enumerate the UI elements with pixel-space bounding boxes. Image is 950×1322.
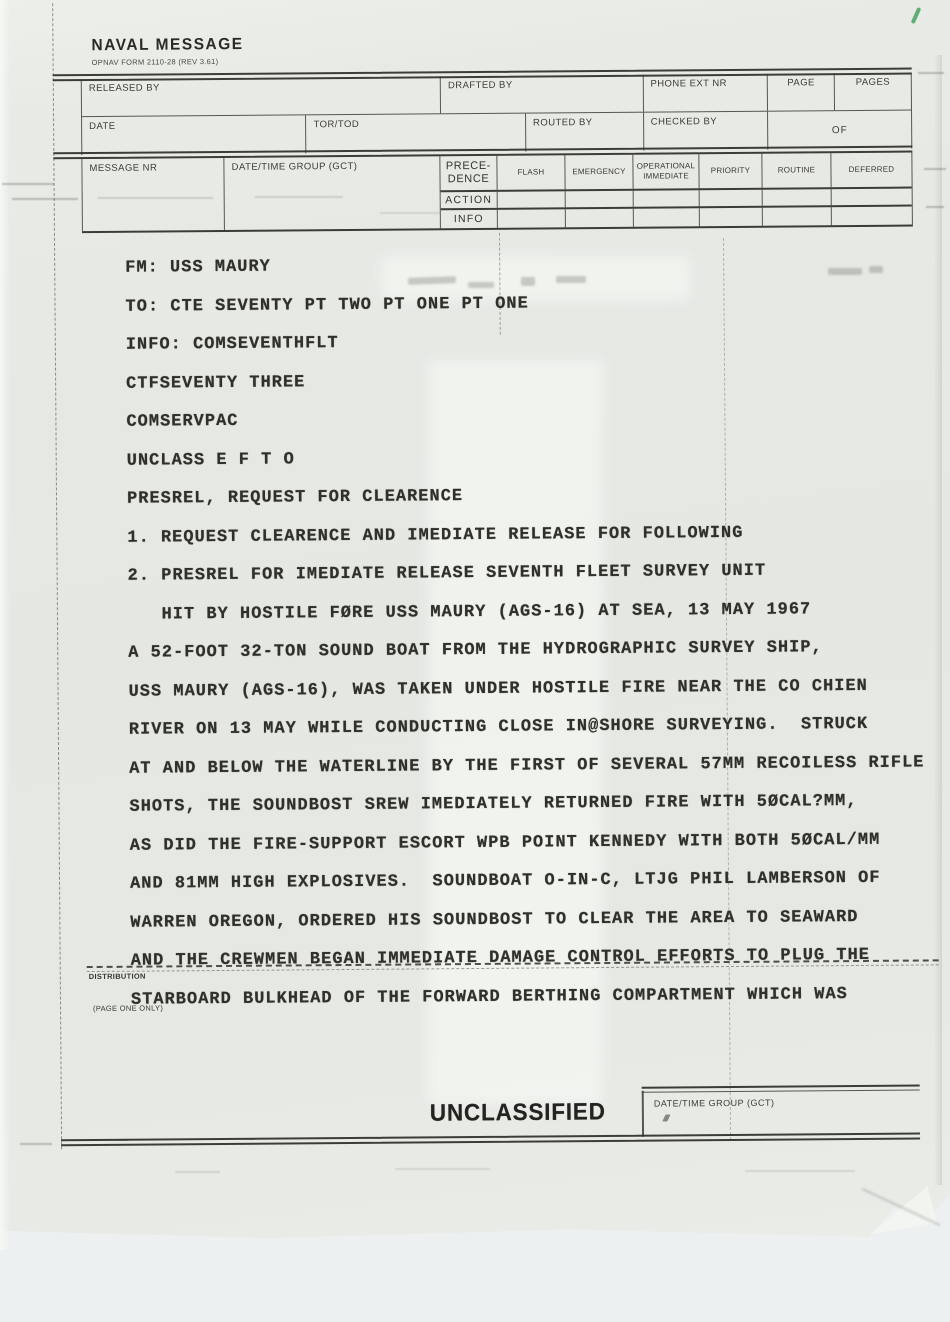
- action-emergency-box: [566, 190, 634, 207]
- message-line: HIT BY HOSTILE FØRE USS MAURY (AGS-16) AT SEA, 13 MAY 1967: [127, 599, 812, 625]
- page-field: [768, 73, 835, 111]
- date-label: DATE: [89, 120, 116, 133]
- distribution-note: (PAGE ONE ONLY): [93, 1003, 164, 1014]
- drafted-by-field: [441, 75, 644, 114]
- date-field: [82, 115, 307, 155]
- message-line: FM: USS MAURY: [125, 257, 271, 278]
- precedence-label-line1: PRECE-: [445, 160, 492, 173]
- action-opimm-box: [634, 190, 700, 207]
- dtg-footer-box: [642, 1089, 920, 1137]
- dtg-footer-label: DATE/TIME GROUP (GCT): [653, 1097, 775, 1109]
- tor-tod-label: TOR/TOD: [313, 118, 360, 131]
- precedence-label-cell: [440, 156, 497, 190]
- message-line: STARBOARD BULKHEAD OF THE FORWARD BERTHING COMPARTMENT WHICH WAS: [130, 984, 848, 1010]
- precedence-table: [81, 153, 913, 234]
- form-left-border: [52, 3, 62, 1149]
- info-emergency-box: [566, 209, 634, 227]
- message-body: [125, 243, 926, 1019]
- action-flash-box: [498, 191, 566, 208]
- released-by-label: RELEASED BY: [88, 82, 160, 95]
- date-time-group-field: [225, 156, 441, 230]
- message-line: AND 81MM HIGH EXPLOSIVES. SOUNDBOAT O-IN-C, LTJG PHIL LAMBERSON OF: [129, 868, 881, 894]
- checked-by-field: [644, 112, 769, 151]
- page-label: PAGE: [787, 77, 815, 89]
- info-label: INFO: [441, 210, 498, 228]
- header-table: [81, 73, 913, 156]
- action-label: ACTION: [441, 191, 498, 208]
- col-priority: PRIORITY: [699, 154, 762, 188]
- pages-field: [835, 73, 911, 111]
- col-emergency: EMERGENCY: [565, 155, 633, 189]
- form-title: NAVAL MESSAGE: [91, 35, 244, 55]
- routed-by-field: [526, 113, 644, 152]
- message-line: TO: CTE SEVENTY PT TWO PT ONE PT ONE: [125, 294, 529, 317]
- info-opimm-box: [634, 208, 700, 226]
- col-operational-immediate: OPERATIONAL IMMEDIATE: [633, 154, 699, 188]
- message-line: 2. PRESREL FOR IMEDIATE RELEASE SEVENTH FLEET SURVEY UNIT: [127, 561, 767, 586]
- message-line: RIVER ON 13 MAY WHILE CONDUCTING CLOSE IN@SHORE SURVEYING. STRUCK: [128, 714, 869, 740]
- message-line: CTFSEVENTY THREE: [126, 372, 306, 394]
- drafted-by-label: DRAFTED BY: [447, 79, 513, 92]
- released-by-field: [82, 76, 441, 116]
- routed-by-label: ROUTED BY: [532, 117, 593, 129]
- info-routine-box: [763, 207, 832, 225]
- info-priority-box: [700, 208, 763, 226]
- checked-by-label: CHECKED BY: [650, 116, 718, 128]
- message-nr-field: [82, 158, 225, 231]
- page-of-pages-field: [768, 111, 911, 150]
- col-deferred: DEFERRED: [848, 164, 895, 175]
- pages-label: PAGES: [855, 76, 891, 88]
- message-line: UNCLASS E F T O: [126, 449, 295, 471]
- message-line: A 52-FOOT 32-TON SOUND BOAT FROM THE HYDROGRAPHIC SURVEY SHIP,: [128, 638, 823, 663]
- phone-ext-label: PHONE EXT NR: [650, 78, 727, 90]
- message-line: AT AND BELOW THE WATERLINE BY THE FIRST OF SEVERAL 57MM RECOILESS RIFLE: [129, 752, 925, 779]
- info-row: [441, 207, 912, 228]
- message-line: 1. REQUEST CLEARENCE AND IMEDIATE RELEASE FOR FOLLOWING: [127, 523, 744, 548]
- message-line: PRESREL, REQUEST FOR CLEARENCE: [126, 487, 464, 509]
- phone-ext-field: [643, 74, 768, 112]
- message-line: USS MAURY (AGS-16), WAS TAKEN UNDER HOSTILE FIRE NEAR THE CO CHIEN: [128, 676, 868, 702]
- distribution-label: DISTRIBUTION: [88, 971, 146, 982]
- message-line: WARREN OREGON, ORDERED HIS SOUNDBOST TO CLEAR THE AREA TO SEAWARD: [130, 907, 859, 933]
- col-flash: FLASH: [497, 155, 565, 189]
- message-line: SHOTS, THE SOUNDBOST SREW IMEDIATELY RETURNED FIRE WITH 5ØCAL?MM,: [129, 792, 858, 817]
- date-time-group-label: DATE/TIME GROUP (GCT): [231, 160, 358, 173]
- action-deferred-box: [832, 188, 912, 205]
- message-line: INFO: COMSEVENTHFLT: [125, 334, 339, 355]
- tor-tod-field: [306, 114, 526, 154]
- rule-bottom: [61, 1133, 920, 1147]
- precedence-label-line2: DENCE: [447, 172, 490, 185]
- of-label: OF: [831, 124, 848, 136]
- action-priority-box: [700, 189, 763, 206]
- form-number: OPNAV FORM 2110-28 (REV 3.61): [91, 56, 219, 67]
- message-nr-label: MESSAGE NR: [89, 162, 158, 175]
- precedence-grid: [440, 153, 912, 229]
- message-line: AS DID THE FIRE-SUPPORT ESCORT WPB POINT KENNEDY WITH BOTH 5ØCAL/MM: [129, 830, 881, 856]
- col-routine: ROUTINE: [762, 153, 831, 187]
- info-flash-box: [498, 210, 566, 228]
- message-line: AND THE CREWMEN BEGAN IMMEDIATE DAMAGE CONTROL EFFORTS TO PLUG THE: [130, 945, 871, 971]
- message-line: COMSERVPAC: [126, 411, 239, 432]
- action-routine-box: [763, 189, 832, 206]
- header-row-1: [82, 73, 911, 118]
- info-deferred-box: [832, 207, 912, 225]
- precedence-header-row: [440, 153, 911, 192]
- classification-stamp: UNCLASSIFIED: [429, 1098, 606, 1127]
